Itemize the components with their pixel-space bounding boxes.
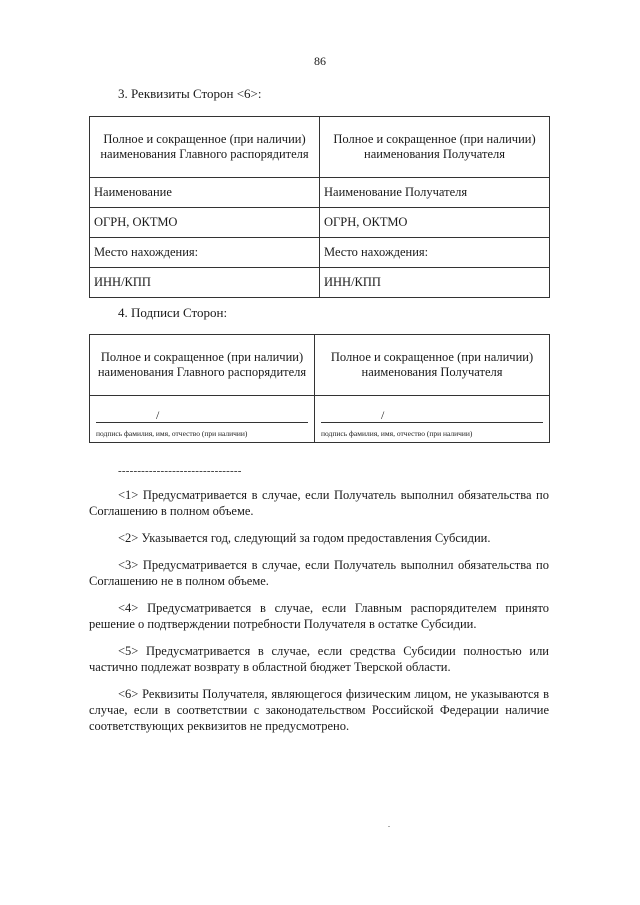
signature-cell-recipient	[315, 396, 550, 443]
footnote-6: <6> Реквизиты Получателя, являющегося физическим лицом, не указываются в случае, если в соответствии с законодательством Российской Федерации наличие соответствующих реквизитов не предусмотрено.	[89, 687, 549, 733]
signature-line	[96, 408, 308, 423]
footnote-3: <3> Предусматривается в случае, если Получатель выполнил обязательства по Соглашению не в полном объеме.	[89, 558, 549, 588]
footnote-2: <2> Указывается год, следующий за годом предоставления Субсидии.	[118, 531, 491, 545]
header-cell-distributor: Полное и сокращенное (при наличии) наименования Главного распорядителя	[90, 335, 315, 396]
table-cell: ОГРН, ОКТМО	[320, 208, 550, 238]
table-row	[90, 268, 550, 298]
table-cell: Место нахождения:	[90, 238, 320, 268]
table-cell: Наименование Получателя	[320, 178, 550, 208]
table-row	[90, 238, 550, 268]
signature-caption: подпись фамилия, имя, отчество (при наличии)	[321, 428, 473, 438]
signature-slash: /	[156, 407, 160, 422]
footnote-1: <1> Предусматривается в случае, если Получатель выполнил обязательства по Соглашению в полном объеме.	[89, 488, 549, 518]
header-cell-recipient: Полное и сокращенное (при наличии) наименования Получателя	[315, 335, 550, 396]
signature-caption: подпись фамилия, имя, отчество (при наличии)	[96, 428, 248, 438]
table-cell: Место нахождения:	[320, 238, 550, 268]
signatures-header-row	[90, 335, 550, 396]
signature-row	[90, 396, 550, 443]
header-cell-recipient: Полное и сокращенное (при наличии) наименования Получателя	[320, 117, 550, 178]
table-row	[90, 178, 550, 208]
footer-mark: .	[388, 820, 390, 829]
table-cell: ИНН/КПП	[90, 268, 320, 298]
section-3-title: 3. Реквизиты Сторон <6>:	[118, 86, 262, 101]
signature-cell-distributor	[90, 396, 315, 443]
table-row	[90, 208, 550, 238]
table-cell: ИНН/КПП	[320, 268, 550, 298]
signatures-table	[89, 334, 550, 443]
requisites-table	[89, 116, 550, 298]
table-cell: ОГРН, ОКТМО	[90, 208, 320, 238]
footnote-5: <5> Предусматривается в случае, если средства Субсидии полностью или частично подлежат возврату в областной бюджет Тверской области.	[89, 644, 549, 674]
footnote-4: <4> Предусматривается в случае, если Главным распорядителем принято решение о подтверждении потребности Получателя в остатке Субсидии.	[89, 601, 549, 631]
table-cell: Наименование	[90, 178, 320, 208]
signature-line	[321, 408, 543, 423]
section-4-title: 4. Подписи Сторон:	[118, 305, 228, 320]
signature-slash: /	[381, 407, 385, 422]
header-cell-distributor: Полное и сокращенное (при наличии) наименования Главного распорядителя	[90, 117, 320, 178]
requisites-header-row	[90, 117, 550, 178]
page-number: 86	[314, 54, 326, 68]
footnote-divider: --------------------------------	[118, 465, 242, 477]
